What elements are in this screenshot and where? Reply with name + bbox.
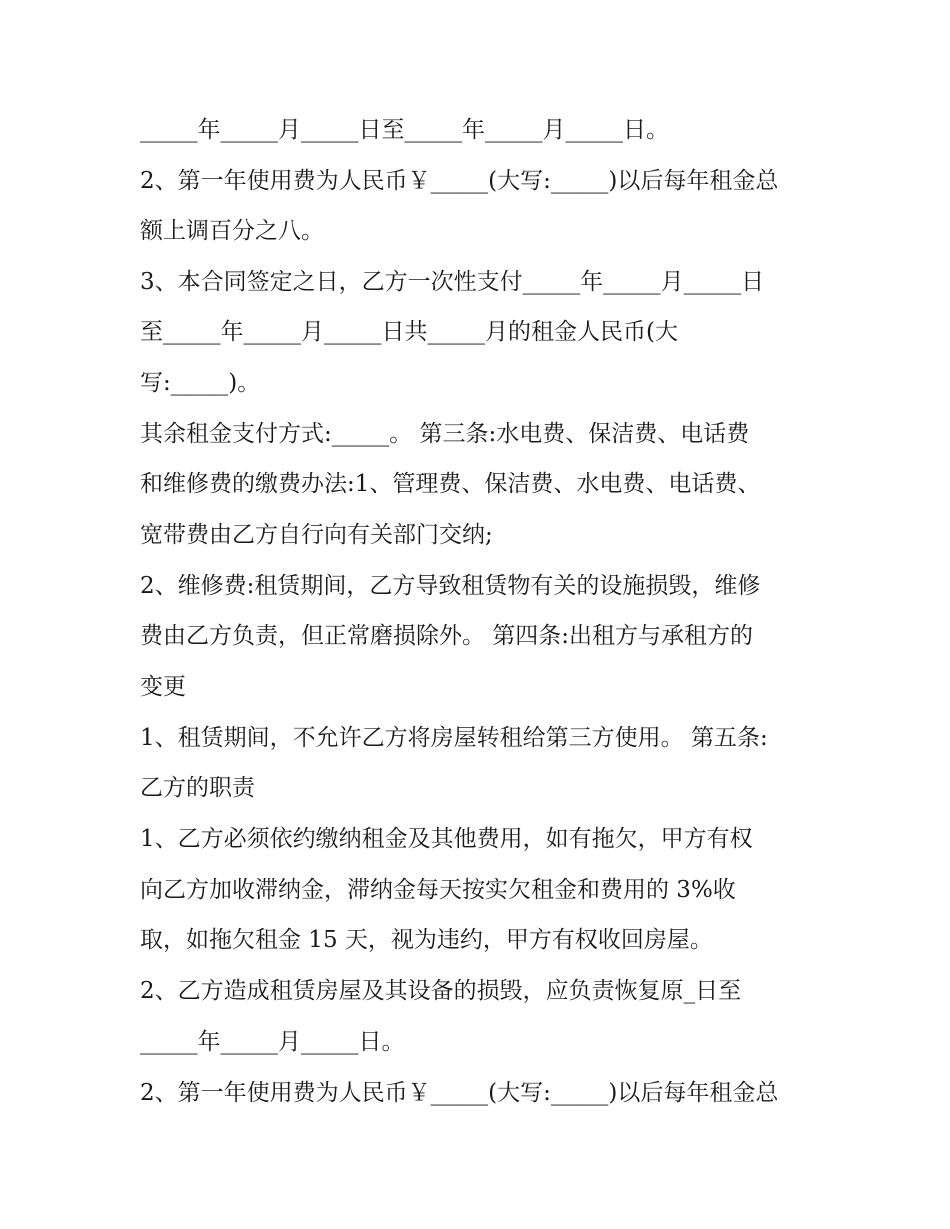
text-line: 变更 bbox=[140, 674, 186, 700]
text-line: 写:_____)。 bbox=[140, 370, 261, 396]
text-line: 乙方的职责 bbox=[140, 775, 255, 801]
text-line: 向乙方加收滞纳金，滞纳金每天按实欠租金和费用的 3%收 bbox=[140, 877, 736, 903]
text-line: 费由乙方负责，但正常磨损除外。 第四条:出租方与承租方的 bbox=[140, 623, 754, 649]
text-line: 至_____年_____月_____日共_____月的租金人民币(大 bbox=[140, 319, 678, 345]
text-line: 宽带费由乙方自行向有关部门交纳; bbox=[140, 522, 493, 548]
text-line: _____年_____月_____日至_____年_____月_____日。 bbox=[140, 117, 669, 143]
text-line: 取，如拖欠租金 15 天，视为违约，甲方有权收回房屋。 bbox=[140, 927, 713, 953]
text-line: 和维修费的缴费办法:1、管理费、保洁费、水电费、电话费、 bbox=[140, 471, 761, 497]
text-line: 2、维修费:租赁期间，乙方导致租赁物有关的设施损毁，维修 bbox=[140, 573, 761, 599]
text-line: 2、乙方造成租赁房屋及其设备的损毁，应负责恢复原_日至 bbox=[140, 978, 742, 1004]
text-line: 额上调百分之八。 bbox=[140, 218, 324, 244]
text-line: 1、乙方必须依约缴纳租金及其他费用，如有拖欠，甲方有权 bbox=[140, 826, 753, 852]
text-line: 2、第一年使用费为人民币￥_____(大写:_____)以后每年租金总 bbox=[140, 1080, 779, 1106]
text-line: 3、本合同签定之日，乙方一次性支付_____年_____月_____日 bbox=[140, 269, 765, 295]
text-line: 1、租赁期间，不允许乙方将房屋转租给第三方使用。 第五条: bbox=[140, 725, 768, 751]
text-line: 2、第一年使用费为人民币￥_____(大写:_____)以后每年租金总 bbox=[140, 168, 779, 194]
text-line: _____年_____月_____日。 bbox=[140, 1029, 405, 1055]
text-line: 其余租金支付方式:_____。 第三条:水电费、保洁费、电话费 bbox=[140, 421, 750, 447]
